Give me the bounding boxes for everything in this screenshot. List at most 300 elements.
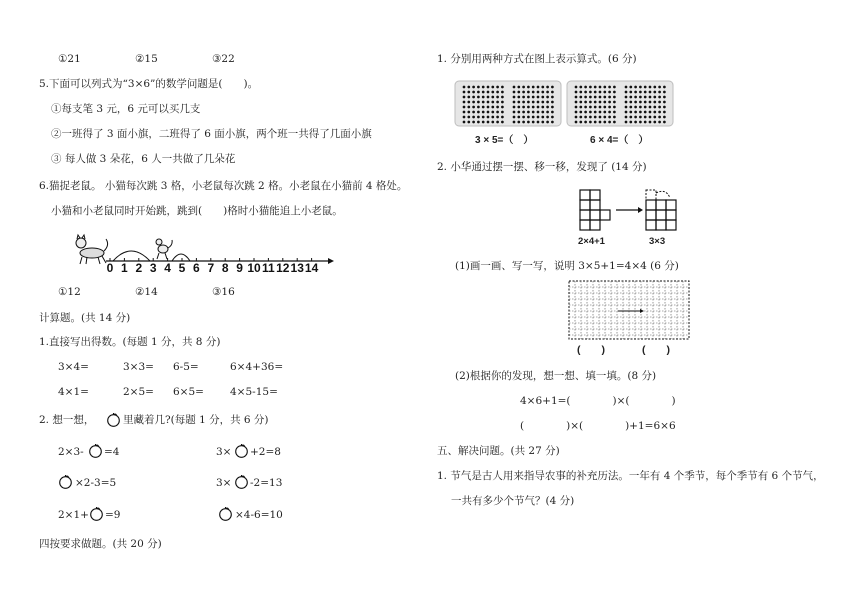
array-dot: [517, 91, 520, 94]
array-dot: [625, 111, 628, 114]
array-dot: [594, 111, 597, 114]
dot-caption-2: 6 × 4=（ ）: [590, 135, 649, 146]
array-dot: [629, 116, 632, 119]
number-line-label: 12: [276, 261, 290, 273]
array-dot: [501, 111, 504, 114]
array-dot: [537, 106, 540, 109]
calc-q2-title-b: 里藏着几?(每题 1 分，共 6 分): [123, 414, 269, 426]
array-dot: [532, 86, 535, 89]
array-dot: [608, 116, 611, 119]
array-dot: [537, 96, 540, 99]
array-dot: [491, 91, 494, 94]
q6-option-2: ②14: [135, 286, 158, 298]
array-dot: [653, 111, 656, 114]
array-dot: [658, 111, 661, 114]
array-dot: [658, 96, 661, 99]
array-dot: [639, 111, 642, 114]
array-dot: [594, 96, 597, 99]
array-dot: [644, 106, 647, 109]
array-dot: [482, 121, 485, 124]
r-q5-1-line2: 一共有多少个节气？(4 分): [451, 495, 575, 507]
array-dot: [482, 96, 485, 99]
array-dot: [513, 96, 516, 99]
array-dot: [663, 111, 666, 114]
array-dot: [584, 101, 587, 104]
array-dot: [584, 106, 587, 109]
array-dot: [491, 116, 494, 119]
array-dot: [541, 106, 544, 109]
array-dot: [608, 106, 611, 109]
q5-option-3: ③ 每人做 3 朵花，6 人一共做了几朵花: [51, 153, 236, 165]
section-4-header: 四按要求做题。(共 20 分): [39, 538, 162, 550]
apple-icon[interactable]: [58, 474, 73, 489]
array-dot: [513, 111, 516, 114]
array-dot: [532, 111, 535, 114]
array-dot: [629, 91, 632, 94]
array-dot: [613, 121, 616, 124]
array-dot: [487, 91, 490, 94]
array-dot: [603, 111, 606, 114]
array-dot: [527, 101, 530, 104]
array-dot: [496, 106, 499, 109]
q5-option-1: ①每支笔 3 元，6 元可以买几支: [51, 103, 201, 115]
calc-r1-c3: 6-5=: [173, 361, 199, 373]
array-dot: [537, 116, 540, 119]
array-dot: [603, 121, 606, 124]
apple-icon[interactable]: [218, 506, 233, 521]
array-dot: [599, 111, 602, 114]
number-line-label: 7: [207, 261, 215, 273]
array-dot: [551, 121, 554, 124]
array-dot: [482, 106, 485, 109]
array-dot: [546, 96, 549, 99]
array-dot: [613, 91, 616, 94]
q2-item-3-post: ×2-3=5: [75, 477, 117, 489]
array-dot: [589, 91, 592, 94]
array-dot: [575, 121, 578, 124]
grid-blank-2[interactable]: ( ): [642, 344, 670, 356]
number-line-label: 0: [106, 261, 114, 273]
array-dot: [491, 86, 494, 89]
dot-array-panel-1: [454, 80, 562, 127]
array-dot: [658, 121, 661, 124]
array-dot: [522, 101, 525, 104]
array-dot: [467, 91, 470, 94]
array-dot: [639, 96, 642, 99]
array-dot: [501, 86, 504, 89]
array-dot: [513, 116, 516, 119]
array-dot: [491, 96, 494, 99]
array-dot: [639, 101, 642, 104]
array-dot: [496, 111, 499, 114]
array-dot: [594, 116, 597, 119]
array-dot: [477, 101, 480, 104]
array-dot: [663, 101, 666, 104]
calc-header: 计算题。(共 14 分): [39, 312, 131, 324]
array-dot: [634, 106, 637, 109]
array-dot: [477, 121, 480, 124]
array-dot: [546, 106, 549, 109]
array-dot: [599, 121, 602, 124]
array-dot: [644, 101, 647, 104]
array-dot: [537, 91, 540, 94]
array-dot: [513, 101, 516, 104]
array-dot: [575, 101, 578, 104]
array-dot: [472, 91, 475, 94]
array-dot: [663, 116, 666, 119]
array-dot: [546, 91, 549, 94]
array-dot: [653, 86, 656, 89]
array-dot: [527, 106, 530, 109]
array-dot: [629, 111, 632, 114]
array-dot: [467, 121, 470, 124]
array-dot: [482, 116, 485, 119]
q2-item-1-pre: 2×3-: [58, 446, 84, 458]
array-dot: [594, 106, 597, 109]
apple-icon[interactable]: [234, 474, 249, 489]
r-q2-1: (1)画一画、写一写，说明 3×5+1=4×4 (6 分): [455, 260, 679, 272]
array-dot: [532, 96, 535, 99]
array-dot: [634, 111, 637, 114]
r-q2-2-eq2: ( )×( )+1=6×6: [520, 420, 676, 432]
array-dot: [634, 91, 637, 94]
array-dot: [513, 121, 516, 124]
array-dot: [513, 91, 516, 94]
array-dot: [608, 111, 611, 114]
array-dot: [496, 116, 499, 119]
q5-title: 5.下面可以列式为“3×6”的数学问题是( )。: [39, 78, 259, 90]
number-line-label: 6: [193, 261, 200, 273]
number-line-label: 1: [121, 261, 128, 273]
array-dot: [658, 91, 661, 94]
array-dot: [491, 101, 494, 104]
array-dot: [625, 96, 628, 99]
array-dot: [603, 96, 606, 99]
array-dot: [522, 106, 525, 109]
r-q2-2: (2)根据你的发现，想一想、填一填。(8 分): [455, 370, 657, 382]
array-dot: [551, 116, 554, 119]
array-dot: [467, 86, 470, 89]
array-dot: [472, 121, 475, 124]
array-dot: [584, 111, 587, 114]
array-dot: [551, 111, 554, 114]
q4-option-1: ①21: [58, 53, 81, 65]
array-dot: [599, 86, 602, 89]
array-dot: [522, 96, 525, 99]
calc-r1-c2: 3×3=: [123, 361, 154, 373]
array-dot: [551, 91, 554, 94]
array-dot: [467, 106, 470, 109]
array-dot: [501, 106, 504, 109]
array-dot: [532, 121, 535, 124]
square-rearrange-figure: [574, 186, 686, 234]
array-dot: [644, 116, 647, 119]
array-dot: [603, 101, 606, 104]
array-dot: [649, 101, 652, 104]
array-dot: [608, 91, 611, 94]
array-dot: [634, 101, 637, 104]
array-dot: [613, 86, 616, 89]
array-dot: [477, 96, 480, 99]
array-dot: [482, 91, 485, 94]
array-dot: [487, 86, 490, 89]
array-dot: [501, 101, 504, 104]
q6-option-1: ①12: [58, 286, 81, 298]
array-dot: [649, 111, 652, 114]
array-dot: [487, 96, 490, 99]
array-dot: [649, 86, 652, 89]
array-dot: [537, 111, 540, 114]
array-dot: [579, 121, 582, 124]
array-dot: [541, 101, 544, 104]
number-line-label: 9: [236, 261, 243, 273]
array-dot: [653, 96, 656, 99]
array-dot: [541, 121, 544, 124]
array-dot: [522, 86, 525, 89]
array-dot: [541, 111, 544, 114]
array-dot: [477, 111, 480, 114]
dot-panel-background: [567, 81, 673, 126]
number-line-label: 5: [178, 261, 186, 273]
array-dot: [517, 111, 520, 114]
array-dot: [546, 111, 549, 114]
array-dot: [599, 101, 602, 104]
calc-q2-title-a: 2. 想一想，: [39, 414, 95, 426]
array-dot: [546, 116, 549, 119]
square-label-right: 3×3: [649, 236, 666, 247]
array-dot: [463, 116, 466, 119]
r-q1-title: 1. 分别用两种方式在图上表示算式。(6 分): [437, 53, 637, 65]
array-dot: [625, 121, 628, 124]
array-dot: [541, 91, 544, 94]
array-dot: [589, 86, 592, 89]
array-dot: [501, 121, 504, 124]
array-dot: [472, 111, 475, 114]
array-dot: [527, 86, 530, 89]
array-dot: [629, 121, 632, 124]
array-dot: [491, 111, 494, 114]
array-dot: [575, 96, 578, 99]
array-dot: [644, 121, 647, 124]
array-dot: [491, 106, 494, 109]
array-dot: [613, 96, 616, 99]
q2-item-4-post: -2=13: [250, 477, 283, 489]
array-dot: [629, 101, 632, 104]
array-dot: [639, 116, 642, 119]
apple-icon[interactable]: [89, 506, 104, 521]
array-dot: [613, 111, 616, 114]
array-dot: [584, 86, 587, 89]
array-dot: [496, 101, 499, 104]
array-dot: [629, 96, 632, 99]
calc-r2-c4: 4×5-15=: [230, 386, 278, 398]
array-dot: [584, 91, 587, 94]
array-dot: [589, 111, 592, 114]
array-dot: [463, 91, 466, 94]
array-dot: [463, 96, 466, 99]
apple-icon: [106, 412, 121, 427]
array-dot: [579, 111, 582, 114]
number-line-label: 4: [164, 261, 171, 273]
dotted-grid: [568, 280, 690, 340]
array-dot: [463, 101, 466, 104]
array-dot: [613, 106, 616, 109]
array-dot: [472, 86, 475, 89]
array-dot: [644, 96, 647, 99]
q4-option-2: ②15: [135, 53, 158, 65]
array-dot: [487, 106, 490, 109]
array-dot: [663, 96, 666, 99]
array-dot: [663, 121, 666, 124]
q4-option-3: ③22: [212, 53, 235, 65]
array-dot: [546, 101, 549, 104]
array-dot: [532, 91, 535, 94]
array-dot: [579, 106, 582, 109]
array-dot: [608, 86, 611, 89]
number-line-label: 13: [290, 261, 304, 273]
array-dot: [594, 121, 597, 124]
array-dot: [658, 116, 661, 119]
array-dot: [634, 116, 637, 119]
array-dot: [653, 116, 656, 119]
array-dot: [522, 111, 525, 114]
q2-item-4-pre: 3×: [216, 477, 232, 489]
array-dot: [532, 101, 535, 104]
array-dot: [658, 101, 661, 104]
array-dot: [594, 86, 597, 89]
array-dot: [653, 121, 656, 124]
array-dot: [467, 116, 470, 119]
array-dot: [613, 116, 616, 119]
array-dot: [532, 116, 535, 119]
array-dot: [472, 106, 475, 109]
q6-line2: 小猫和小老鼠同时开始跳，跳到( )格时小猫能追上小老鼠。: [51, 205, 343, 217]
array-dot: [575, 106, 578, 109]
array-dot: [482, 111, 485, 114]
array-dot: [613, 101, 616, 104]
array-dot: [599, 106, 602, 109]
array-dot: [589, 96, 592, 99]
array-dot: [522, 121, 525, 124]
calc-r1-c4: 6×4+36=: [230, 361, 284, 373]
array-dot: [603, 106, 606, 109]
array-dot: [589, 106, 592, 109]
array-dot: [575, 116, 578, 119]
array-dot: [603, 86, 606, 89]
array-dot: [527, 96, 530, 99]
array-dot: [629, 106, 632, 109]
r-q5-1-line1: 1. 节气是古人用来指导农事的补充历法。一年有 4 个季节，每个季节有 6 个节气，: [437, 470, 824, 482]
array-dot: [551, 101, 554, 104]
array-dot: [663, 91, 666, 94]
array-dot: [603, 116, 606, 119]
array-dot: [644, 91, 647, 94]
array-dot: [634, 121, 637, 124]
number-line-label: 2: [135, 261, 143, 273]
array-dot: [653, 91, 656, 94]
array-dot: [579, 96, 582, 99]
array-dot: [472, 101, 475, 104]
array-dot: [496, 86, 499, 89]
array-dot: [608, 101, 611, 104]
q2-item-2-pre: 3×: [216, 446, 232, 458]
array-dot: [477, 91, 480, 94]
array-dot: [589, 101, 592, 104]
array-dot: [522, 91, 525, 94]
array-dot: [594, 101, 597, 104]
array-dot: [463, 111, 466, 114]
array-dot: [551, 106, 554, 109]
array-dot: [477, 116, 480, 119]
cat-icon: [76, 235, 108, 264]
number-line-label: 11: [262, 261, 275, 273]
number-line-figure: [60, 227, 340, 273]
array-dot: [584, 116, 587, 119]
apple-icon[interactable]: [234, 443, 249, 458]
array-dot: [517, 101, 520, 104]
array-dot: [522, 116, 525, 119]
apple-icon[interactable]: [88, 443, 103, 458]
array-dot: [527, 111, 530, 114]
array-dot: [639, 86, 642, 89]
array-dot: [649, 106, 652, 109]
dot-panel-background: [455, 81, 561, 126]
array-dot: [541, 116, 544, 119]
array-dot: [496, 91, 499, 94]
array-dot: [501, 116, 504, 119]
q2-item-6-post: ×4-6=10: [235, 509, 283, 521]
array-dot: [658, 106, 661, 109]
grid-blank-1[interactable]: ( ): [577, 344, 605, 356]
number-line-label: 14: [304, 261, 319, 273]
array-dot: [658, 86, 661, 89]
array-dot: [467, 101, 470, 104]
array-dot: [579, 101, 582, 104]
q5-option-2: ②一班得了 3 面小旗，二班得了 6 面小旗，两个班一共得了几面小旗: [51, 128, 372, 140]
array-dot: [608, 96, 611, 99]
array-dot: [501, 91, 504, 94]
array-dot: [649, 116, 652, 119]
array-dot: [644, 111, 647, 114]
array-dot: [496, 96, 499, 99]
array-dot: [496, 121, 499, 124]
array-dot: [644, 86, 647, 89]
array-dot: [463, 121, 466, 124]
q2-item-5-pre: 2×1+: [58, 509, 89, 521]
array-dot: [575, 91, 578, 94]
array-dot: [487, 116, 490, 119]
array-dot: [527, 121, 530, 124]
dot-caption-1: 3 × 5=（ ）: [475, 135, 534, 146]
array-dot: [537, 121, 540, 124]
array-dot: [649, 96, 652, 99]
array-dot: [517, 106, 520, 109]
r-q2-title: 2. 小华通过摆一摆、移一移，发现了 (14 分): [437, 161, 647, 173]
array-dot: [517, 86, 520, 89]
array-dot: [541, 86, 544, 89]
array-dot: [546, 121, 549, 124]
q6-title: 6.猫捉老鼠。 小猫每次跳 3 格，小老鼠每次跳 2 格。小老鼠在小猫前 4 格处。: [39, 180, 408, 192]
q2-item-1-post: =4: [104, 446, 120, 458]
array-dot: [513, 106, 516, 109]
array-dot: [625, 91, 628, 94]
array-dot: [579, 116, 582, 119]
square-label-left: 2×4+1: [578, 236, 605, 247]
array-dot: [625, 101, 628, 104]
array-dot: [463, 106, 466, 109]
calc-q1-title: 1.直接写出得数。(每题 1 分，共 8 分): [39, 336, 221, 348]
array-dot: [653, 106, 656, 109]
